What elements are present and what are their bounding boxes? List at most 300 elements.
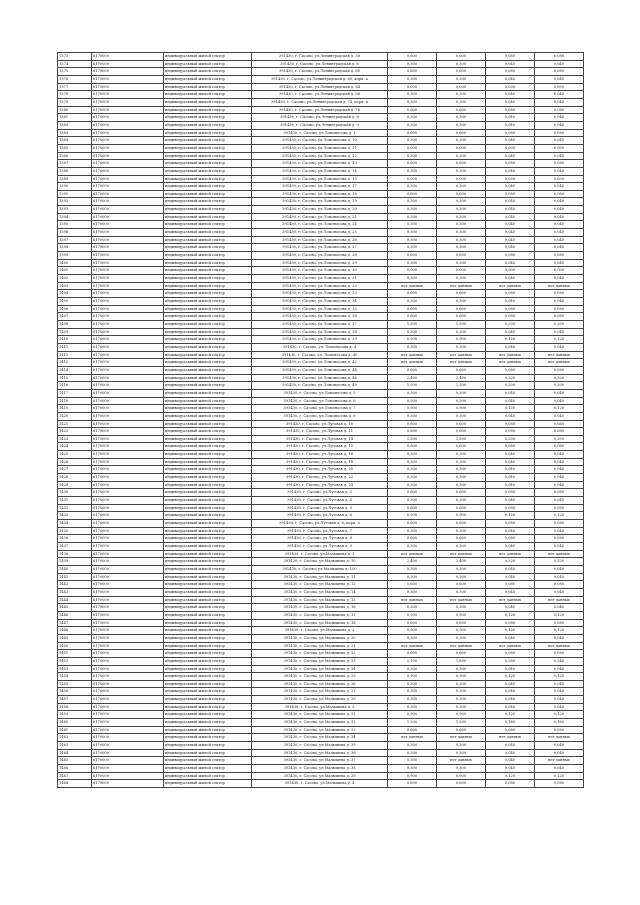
value-cell-3: 0,040 bbox=[486, 60, 535, 68]
table-row bbox=[58, 382, 584, 390]
value-cell-1: 0,300 bbox=[388, 137, 437, 145]
value-cell-4: 0,080 bbox=[535, 290, 584, 298]
table-row bbox=[58, 451, 584, 459]
value-cell-2: 0,300 bbox=[437, 742, 486, 750]
row-number-cell: 1384 bbox=[58, 137, 92, 145]
value-cell-4: 0,080 bbox=[535, 68, 584, 76]
sector-cell: индивидуальный жилой сектор bbox=[164, 527, 252, 535]
code-cell: 6170000 bbox=[92, 573, 164, 581]
value-cell-3: 0,040 bbox=[486, 749, 535, 757]
code-cell: 6170000 bbox=[92, 129, 164, 137]
value-cell-2: 0,300 bbox=[437, 703, 486, 711]
row-number-cell: 1417 bbox=[58, 389, 92, 397]
value-cell-3: 0,040 bbox=[486, 213, 535, 221]
value-cell-1: нет данных bbox=[388, 642, 437, 650]
value-cell-2: 1,500 bbox=[437, 435, 486, 443]
value-cell-3: 0,040 bbox=[486, 98, 535, 106]
value-cell-4: 0,080 bbox=[535, 129, 584, 137]
value-cell-3: 0,080 bbox=[486, 313, 535, 321]
code-cell: 6170000 bbox=[92, 236, 164, 244]
code-cell: 6170000 bbox=[92, 91, 164, 99]
row-number-cell: 1401 bbox=[58, 267, 92, 275]
address-cell: 391430, г. Сасово, ул. Ломоносова д. 40 bbox=[252, 351, 388, 359]
value-cell-3: 0,080 bbox=[486, 504, 535, 512]
value-cell-2: нет данных bbox=[437, 282, 486, 290]
row-number-cell: 1437 bbox=[58, 543, 92, 551]
row-number-cell: 1424 bbox=[58, 443, 92, 451]
row-number-cell: 1453 bbox=[58, 665, 92, 673]
address-cell: 391430, г. Сасово, ул.Малышева д. 34 bbox=[252, 734, 388, 742]
value-cell-3: 0,040 bbox=[486, 328, 535, 336]
address-cell: 391430, г. Сасово, ул.Луговая д. 8 bbox=[252, 535, 388, 543]
address-cell: 391430, г. Сасово, ул.Ломоносова д. 1 bbox=[252, 129, 388, 137]
code-cell: 6170000 bbox=[92, 604, 164, 612]
sector-cell: индивидуальный жилой сектор bbox=[164, 642, 252, 650]
code-cell: 6170000 bbox=[92, 765, 164, 773]
value-cell-1: 0,600 bbox=[388, 420, 437, 428]
row-number-cell: 1458 bbox=[58, 703, 92, 711]
value-cell-1: 0,900 bbox=[388, 711, 437, 719]
value-cell-2: 0,600 bbox=[437, 190, 486, 198]
value-cell-1: 0,300 bbox=[388, 680, 437, 688]
value-cell-2: 0,000 bbox=[437, 83, 486, 91]
row-number-cell: 1412 bbox=[58, 351, 92, 359]
value-cell-3: 0,040 bbox=[486, 91, 535, 99]
sector-cell: индивидуальный жилой сектор bbox=[164, 435, 252, 443]
code-cell: 6170000 bbox=[92, 688, 164, 696]
row-number-cell: 1451 bbox=[58, 650, 92, 658]
row-number-cell: 1418 bbox=[58, 397, 92, 405]
address-cell: 391430, г. Сасово, ул.Луговая д. 18 bbox=[252, 458, 388, 466]
code-cell: 6170000 bbox=[92, 627, 164, 635]
value-cell-3: 0,120 bbox=[486, 772, 535, 780]
sector-cell: индивидуальный жилой сектор bbox=[164, 673, 252, 681]
table-row bbox=[58, 275, 584, 283]
value-cell-2: 0,300 bbox=[437, 527, 486, 535]
value-cell-3: 0,120 bbox=[486, 673, 535, 681]
row-number-cell: 1387 bbox=[58, 160, 92, 168]
address-cell: 391430, г. Сасово, ул.Луговая д. 3 bbox=[252, 489, 388, 497]
sector-cell: индивидуальный жилой сектор bbox=[164, 190, 252, 198]
value-cell-1: 0,300 bbox=[388, 573, 437, 581]
table-row bbox=[58, 290, 584, 298]
sector-cell: индивидуальный жилой сектор bbox=[164, 588, 252, 596]
consumption-table bbox=[57, 52, 584, 788]
value-cell-2: 0,300 bbox=[437, 634, 486, 642]
value-cell-4: нет данных bbox=[535, 642, 584, 650]
value-cell-3: 0,040 bbox=[486, 527, 535, 535]
sector-cell: индивидуальный жилой сектор bbox=[164, 719, 252, 727]
address-cell: 391430, г. Сасово, ул.Луговая д. 15 bbox=[252, 443, 388, 451]
value-cell-4: нет данных bbox=[535, 550, 584, 558]
address-cell: 391430, г. Сасово, ул.Ленинградская д. 60, корп. а bbox=[252, 75, 388, 83]
table-row bbox=[58, 298, 584, 306]
value-cell-3: 0,080 bbox=[486, 581, 535, 589]
value-cell-4: 0,040 bbox=[535, 121, 584, 129]
sector-cell: индивидуальный жилой сектор bbox=[164, 114, 252, 122]
address-cell: 391430, г. Сасово, ул.Ломоносова д. 14 bbox=[252, 167, 388, 175]
value-cell-2: 0,300 bbox=[437, 474, 486, 482]
sector-cell: индивидуальный жилой сектор bbox=[164, 328, 252, 336]
sector-cell: индивидуальный жилой сектор bbox=[164, 106, 252, 114]
row-number-cell: 1459 bbox=[58, 711, 92, 719]
code-cell: 6170000 bbox=[92, 489, 164, 497]
value-cell-3: 0,040 bbox=[486, 634, 535, 642]
address-cell: 391430, г. Сасово, ул.Малышева д. 32 bbox=[252, 719, 388, 727]
value-cell-2: 0,300 bbox=[437, 765, 486, 773]
value-cell-2: 0,600 bbox=[437, 53, 486, 61]
address-cell: 391430, г. Сасово, ул.Малышева д. 29 bbox=[252, 696, 388, 704]
sector-cell: индивидуальный жилой сектор bbox=[164, 611, 252, 619]
row-number-cell: 1455 bbox=[58, 680, 92, 688]
value-cell-2: 0,600 bbox=[437, 726, 486, 734]
value-cell-1: 0,300 bbox=[388, 757, 437, 765]
value-cell-4: 0,040 bbox=[535, 397, 584, 405]
sector-cell: индивидуальный жилой сектор bbox=[164, 167, 252, 175]
value-cell-1: 0,300 bbox=[388, 91, 437, 99]
sector-cell: индивидуальный жилой сектор bbox=[164, 772, 252, 780]
address-cell: 391430, г. Сасово, ул.Ломоносова д. 26 bbox=[252, 236, 388, 244]
value-cell-4: нет данных bbox=[535, 351, 584, 359]
value-cell-1: 0,900 bbox=[388, 512, 437, 520]
table-row bbox=[58, 474, 584, 482]
value-cell-1: 0,300 bbox=[388, 275, 437, 283]
table-row bbox=[58, 213, 584, 221]
sector-cell: индивидуальный жилой сектор bbox=[164, 152, 252, 160]
value-cell-3: 0,040 bbox=[486, 114, 535, 122]
table-row bbox=[58, 588, 584, 596]
row-number-cell: 1452 bbox=[58, 657, 92, 665]
sector-cell: индивидуальный жилой сектор bbox=[164, 734, 252, 742]
table-row bbox=[58, 757, 584, 765]
value-cell-3: 0,120 bbox=[486, 627, 535, 635]
value-cell-3: 0,080 bbox=[486, 53, 535, 61]
address-cell: 391430, г. Сасово, ул.Луговая д. 11 bbox=[252, 428, 388, 436]
address-cell: 391430, г. Сасово, ул.Малышева д. 26 bbox=[252, 680, 388, 688]
value-cell-2: 0,600 bbox=[437, 443, 486, 451]
sector-cell: индивидуальный жилой сектор bbox=[164, 504, 252, 512]
row-number-cell: 1389 bbox=[58, 175, 92, 183]
value-cell-1: 0,600 bbox=[388, 160, 437, 168]
code-cell: 6170000 bbox=[92, 351, 164, 359]
value-cell-3: 0,080 bbox=[486, 443, 535, 451]
row-number-cell: 1423 bbox=[58, 435, 92, 443]
code-cell: 6170000 bbox=[92, 428, 164, 436]
table-row bbox=[58, 183, 584, 191]
value-cell-4: 0,040 bbox=[535, 742, 584, 750]
address-cell: 391430, г. Сасово, ул.Малышева д. 17 bbox=[252, 611, 388, 619]
value-cell-3: 0,080 bbox=[486, 520, 535, 528]
sector-cell: индивидуальный жилой сектор bbox=[164, 282, 252, 290]
table-row bbox=[58, 734, 584, 742]
value-cell-2: 1,500 bbox=[437, 382, 486, 390]
sector-cell: индивидуальный жилой сектор bbox=[164, 129, 252, 137]
row-number-cell: 1394 bbox=[58, 213, 92, 221]
table-row bbox=[58, 581, 584, 589]
value-cell-2: 0,300 bbox=[437, 497, 486, 505]
table-row bbox=[58, 520, 584, 528]
value-cell-4: 0,160 bbox=[535, 719, 584, 727]
value-cell-1: 0,600 bbox=[388, 619, 437, 627]
table-row bbox=[58, 780, 584, 788]
address-cell: 391430, г. Сасово, ул.Луговая д. 16 bbox=[252, 451, 388, 459]
value-cell-1: 1,500 bbox=[388, 320, 437, 328]
code-cell: 6170000 bbox=[92, 320, 164, 328]
row-number-cell: 1431 bbox=[58, 497, 92, 505]
sector-cell: индивидуальный жилой сектор bbox=[164, 98, 252, 106]
value-cell-3: 0,040 bbox=[486, 236, 535, 244]
row-number-cell: 1426 bbox=[58, 458, 92, 466]
table-row bbox=[58, 466, 584, 474]
value-cell-1: 0,600 bbox=[388, 443, 437, 451]
sector-cell: индивидуальный жилой сектор bbox=[164, 236, 252, 244]
row-number-cell: 1442 bbox=[58, 581, 92, 589]
table-row bbox=[58, 611, 584, 619]
value-cell-2: 0,300 bbox=[437, 481, 486, 489]
table-row bbox=[58, 696, 584, 704]
value-cell-2: 0,300 bbox=[437, 75, 486, 83]
code-cell: 6170000 bbox=[92, 152, 164, 160]
value-cell-2: 0,300 bbox=[437, 696, 486, 704]
value-cell-1: 1,500 bbox=[388, 382, 437, 390]
sector-cell: индивидуальный жилой сектор bbox=[164, 711, 252, 719]
value-cell-2: 0,600 bbox=[437, 313, 486, 321]
row-number-cell: 1402 bbox=[58, 275, 92, 283]
value-cell-2: 0,300 bbox=[437, 60, 486, 68]
value-cell-4: 0,040 bbox=[535, 696, 584, 704]
row-number-cell: 1395 bbox=[58, 221, 92, 229]
document-page bbox=[57, 52, 583, 788]
value-cell-3: 0,040 bbox=[486, 229, 535, 237]
value-cell-2: 0,300 bbox=[437, 298, 486, 306]
address-cell: 391430, г. Сасово, ул.Ломоносова д. 44 bbox=[252, 366, 388, 374]
sector-cell: индивидуальный жилой сектор bbox=[164, 757, 252, 765]
address-cell: 391430, г. Сасово, ул.Луговая д. 24 bbox=[252, 481, 388, 489]
value-cell-1: 0,000 bbox=[388, 175, 437, 183]
address-cell: 391430, г. Сасово, ул.Малышева д. 27 bbox=[252, 688, 388, 696]
value-cell-3: 0,080 bbox=[486, 129, 535, 137]
value-cell-2: нет данных bbox=[437, 734, 486, 742]
table-row bbox=[58, 719, 584, 727]
value-cell-3: 0,040 bbox=[486, 298, 535, 306]
row-number-cell: 1447 bbox=[58, 619, 92, 627]
value-cell-1: 0,300 bbox=[388, 183, 437, 191]
code-cell: 6170000 bbox=[92, 206, 164, 214]
table-row bbox=[58, 742, 584, 750]
address-cell: 391430, г. Сасово, ул.Малышева д. 15 bbox=[252, 596, 388, 604]
table-row bbox=[58, 443, 584, 451]
value-cell-4: нет данных bbox=[535, 596, 584, 604]
value-cell-4: 0,000 bbox=[535, 83, 584, 91]
value-cell-1: 0,300 bbox=[388, 466, 437, 474]
code-cell: 6170000 bbox=[92, 504, 164, 512]
value-cell-4: 0,000 bbox=[535, 144, 584, 152]
value-cell-4: 0,200 bbox=[535, 435, 584, 443]
code-cell: 6170000 bbox=[92, 497, 164, 505]
value-cell-1: 0,300 bbox=[388, 451, 437, 459]
table-row bbox=[58, 106, 584, 114]
address-cell: 391430, г. Сасово, ул.Ленинградская д. 64 bbox=[252, 83, 388, 91]
sector-cell: индивидуальный жилой сектор bbox=[164, 267, 252, 275]
code-cell: 6170000 bbox=[92, 474, 164, 482]
address-cell: 391430, г. Сасово, ул.Ленинградская д. 9 bbox=[252, 121, 388, 129]
address-cell: 391430, г. Сасово, ул.Ломоносова д. 17 bbox=[252, 183, 388, 191]
value-cell-2: 0,300 bbox=[437, 91, 486, 99]
value-cell-3: 0,040 bbox=[486, 604, 535, 612]
row-number-cell: 1439 bbox=[58, 558, 92, 566]
value-cell-4: 0,040 bbox=[535, 412, 584, 420]
row-number-cell: 1390 bbox=[58, 183, 92, 191]
address-cell: 391430, г. Сасово, ул.Малышева д. 37 bbox=[252, 757, 388, 765]
value-cell-1: 0,900 bbox=[388, 627, 437, 635]
code-cell: 6170000 bbox=[92, 213, 164, 221]
value-cell-2: 0,300 bbox=[437, 604, 486, 612]
value-cell-3: 0,080 bbox=[486, 780, 535, 788]
value-cell-4: 0,080 bbox=[535, 252, 584, 260]
value-cell-4: 0,080 bbox=[535, 581, 584, 589]
value-cell-2: 0,300 bbox=[437, 466, 486, 474]
value-cell-2: 0,300 bbox=[437, 749, 486, 757]
code-cell: 6170000 bbox=[92, 221, 164, 229]
row-number-cell: 1378 bbox=[58, 91, 92, 99]
value-cell-4: 0,040 bbox=[535, 343, 584, 351]
sector-cell: индивидуальный жилой сектор bbox=[164, 765, 252, 773]
value-cell-3: 0,000 bbox=[486, 175, 535, 183]
value-cell-4: 0,040 bbox=[535, 665, 584, 673]
code-cell: 6170000 bbox=[92, 60, 164, 68]
row-number-cell: 1421 bbox=[58, 420, 92, 428]
table-row bbox=[58, 328, 584, 336]
row-number-cell: 1377 bbox=[58, 83, 92, 91]
value-cell-2: 0,300 bbox=[437, 121, 486, 129]
row-number-cell: 1468 bbox=[58, 780, 92, 788]
value-cell-1: 0,600 bbox=[388, 129, 437, 137]
address-cell: 391430, г. Сасово, ул.Луговая д. 9 bbox=[252, 543, 388, 551]
value-cell-3: 0,120 bbox=[486, 711, 535, 719]
value-cell-1: 0,600 bbox=[388, 252, 437, 260]
address-cell: 391430, г. Сасово, ул.Малышева д. 22 bbox=[252, 650, 388, 658]
value-cell-3: 0,120 bbox=[486, 611, 535, 619]
row-number-cell: 1411 bbox=[58, 343, 92, 351]
value-cell-4: 0,040 bbox=[535, 604, 584, 612]
table-row bbox=[58, 114, 584, 122]
value-cell-1: 0,900 bbox=[388, 336, 437, 344]
value-cell-1: 0,600 bbox=[388, 68, 437, 76]
code-cell: 6170000 bbox=[92, 588, 164, 596]
address-cell: 391430, г. Сасово, ул.Малышева д. 4 bbox=[252, 780, 388, 788]
value-cell-4: 0,040 bbox=[535, 298, 584, 306]
value-cell-4: 0,080 bbox=[535, 489, 584, 497]
value-cell-1: 0,900 bbox=[388, 673, 437, 681]
address-cell: 391430, г. Сасово, ул.Луговая д. 5 bbox=[252, 504, 388, 512]
value-cell-4: 0,040 bbox=[535, 458, 584, 466]
code-cell: 6170000 bbox=[92, 68, 164, 76]
row-number-cell: 1373 bbox=[58, 53, 92, 61]
value-cell-3: 0,200 bbox=[486, 320, 535, 328]
sector-cell: индивидуальный жилой сектор bbox=[164, 596, 252, 604]
value-cell-2: нет данных bbox=[437, 596, 486, 604]
code-cell: 6170000 bbox=[92, 581, 164, 589]
value-cell-1: 0,300 bbox=[388, 588, 437, 596]
value-cell-3: 0,080 bbox=[486, 619, 535, 627]
value-cell-2: 0,300 bbox=[437, 343, 486, 351]
row-number-cell: 1400 bbox=[58, 259, 92, 267]
value-cell-3: 0,040 bbox=[486, 397, 535, 405]
sector-cell: индивидуальный жилой сектор bbox=[164, 244, 252, 252]
value-cell-2: 0,300 bbox=[437, 680, 486, 688]
code-cell: 6170000 bbox=[92, 313, 164, 321]
code-cell: 6170000 bbox=[92, 520, 164, 528]
value-cell-4: нет данных bbox=[535, 282, 584, 290]
address-cell: 391430, г. Сасово, ул.Малышева д. 11 bbox=[252, 573, 388, 581]
value-cell-1: 0,300 bbox=[388, 152, 437, 160]
row-number-cell: 1420 bbox=[58, 412, 92, 420]
address-cell: 391430, г. Сасово, ул.Малышева д. 21 bbox=[252, 642, 388, 650]
address-cell: 391430, г. Сасово, ул.Малышева д. 1 bbox=[252, 550, 388, 558]
value-cell-1: 0,600 bbox=[388, 535, 437, 543]
sector-cell: индивидуальный жилой сектор bbox=[164, 742, 252, 750]
address-cell: 391430, г. Сасово, ул.Ленинградская д. 8 bbox=[252, 114, 388, 122]
value-cell-1: 0,600 bbox=[388, 290, 437, 298]
table-row bbox=[58, 190, 584, 198]
table-row bbox=[58, 229, 584, 237]
code-cell: 6170000 bbox=[92, 359, 164, 367]
table-row bbox=[58, 60, 584, 68]
address-cell: 391430, г. Сасово, ул.Ленинградская д. 60 bbox=[252, 68, 388, 76]
address-cell: 391430, г. Сасово, ул. Ломоносова д. 4 bbox=[252, 343, 388, 351]
row-number-cell: 1435 bbox=[58, 527, 92, 535]
value-cell-2: 0,300 bbox=[437, 458, 486, 466]
value-cell-3: 0,080 bbox=[486, 420, 535, 428]
table-row bbox=[58, 604, 584, 612]
value-cell-2: 0,300 bbox=[437, 206, 486, 214]
row-number-cell: 1403 bbox=[58, 282, 92, 290]
code-cell: 6170000 bbox=[92, 596, 164, 604]
value-cell-3: 0,040 bbox=[486, 167, 535, 175]
table-row bbox=[58, 351, 584, 359]
value-cell-1: 0,300 bbox=[388, 688, 437, 696]
value-cell-2: 0,300 bbox=[437, 213, 486, 221]
row-number-cell: 1460 bbox=[58, 719, 92, 727]
sector-cell: индивидуальный жилой сектор bbox=[164, 389, 252, 397]
value-cell-1: 0,600 bbox=[388, 305, 437, 313]
row-number-cell: 1396 bbox=[58, 229, 92, 237]
code-cell: 6170000 bbox=[92, 703, 164, 711]
value-cell-3: 0,040 bbox=[486, 588, 535, 596]
sector-cell: индивидуальный жилой сектор bbox=[164, 780, 252, 788]
value-cell-1: 0,600 bbox=[388, 428, 437, 436]
row-number-cell: 1425 bbox=[58, 451, 92, 459]
value-cell-1: 0,600 bbox=[388, 366, 437, 374]
sector-cell: индивидуальный жилой сектор bbox=[164, 489, 252, 497]
address-cell: 391430, г. Сасово, ул.Ломоносова д. 24 bbox=[252, 221, 388, 229]
address-cell: 391430, г. Сасово, ул.Ленинградская д. 6 bbox=[252, 60, 388, 68]
code-cell: 6170000 bbox=[92, 443, 164, 451]
address-cell: 391430, г. Сасово, ул.Ломоносова д. 46 bbox=[252, 374, 388, 382]
value-cell-4: 0,040 bbox=[535, 236, 584, 244]
code-cell: 6170000 bbox=[92, 259, 164, 267]
value-cell-4: 0,080 bbox=[535, 504, 584, 512]
table-row bbox=[58, 320, 584, 328]
sector-cell: индивидуальный жилой сектор bbox=[164, 405, 252, 413]
table-row bbox=[58, 428, 584, 436]
row-number-cell: 1428 bbox=[58, 474, 92, 482]
row-number-cell: 1446 bbox=[58, 611, 92, 619]
table-row bbox=[58, 726, 584, 734]
address-cell: 391430, г. Сасово, ул.Ленинградская д. 74, корп. а bbox=[252, 98, 388, 106]
code-cell: 6170000 bbox=[92, 634, 164, 642]
row-number-cell: 1464 bbox=[58, 749, 92, 757]
